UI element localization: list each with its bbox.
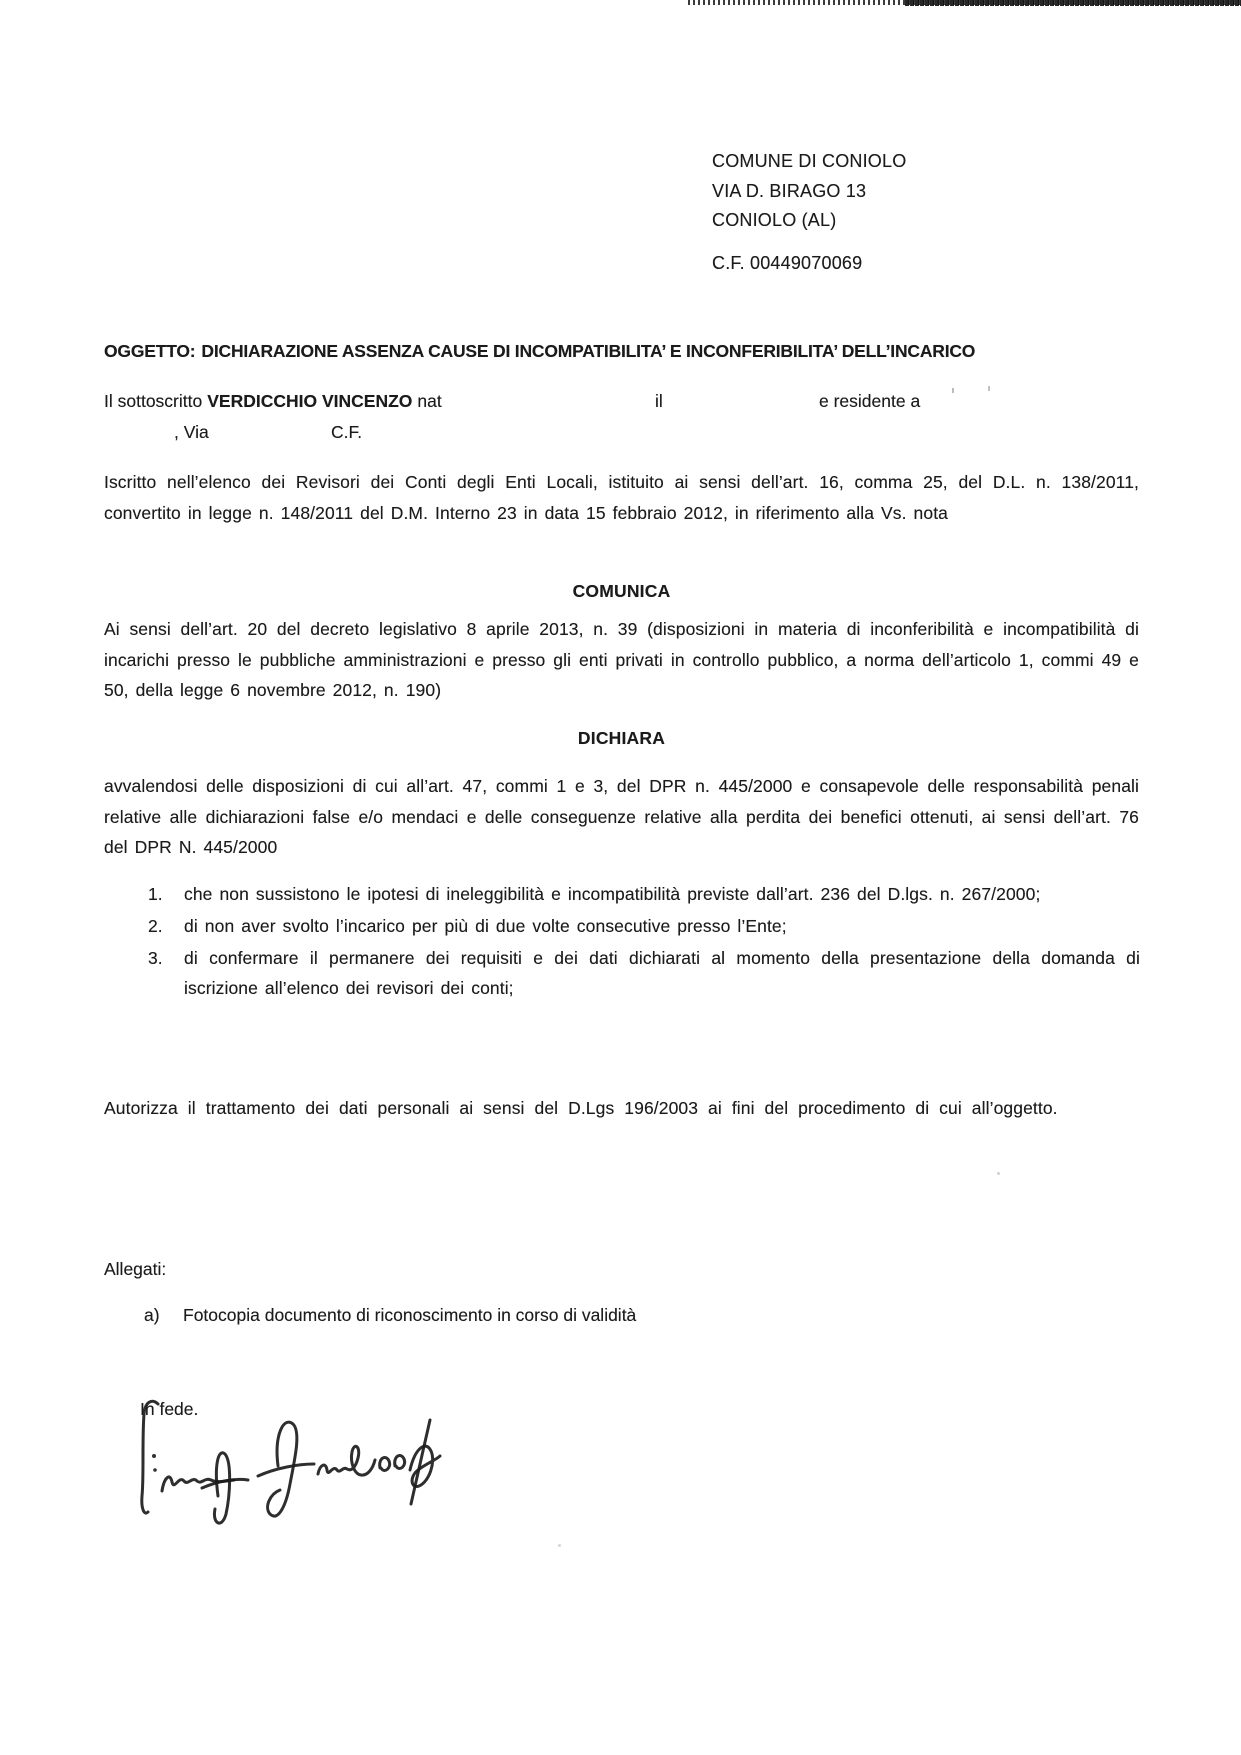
subject-label: OGGETTO: (104, 341, 196, 361)
declarant-intro-line (104, 386, 1139, 416)
attachment-text: Fotocopia documento di riconoscimento in corso di validità (183, 1305, 637, 1325)
item-text: che non sussistono le ipotesi di ineleggibilità e incompatibilità previste dall’art. 236 del D.lgs. n. 267/2000; (184, 884, 1041, 904)
scan-speck (952, 388, 954, 393)
declaration-item-3 (148, 943, 1140, 1003)
declarant-cf-label: C.F. (331, 422, 363, 442)
org-fiscal-code: C.F. 00449070069 (712, 252, 863, 273)
closing-salutation: In fede. (140, 1399, 199, 1419)
org-address-street: VIA D. BIRAGO 13 (712, 180, 867, 201)
declarant-intro-line2 (104, 417, 1139, 447)
dichiara-paragraph: avvalendosi delle disposizioni di cui all’art. 47, commi 1 e 3, del DPR n. 445/2000 e consapevole delle responsabilità penali relative alle dichiarazioni false e/o mendaci e delle conseguenze relative alla perdita dei benefici ottenuti, ai sensi dell’art. 76 del DPR N. 445/2000 (104, 776, 1139, 857)
declarant-name: VERDICCHIO VINCENZO (207, 391, 413, 411)
org-address-city: CONIOLO (AL) (712, 210, 837, 230)
attachment-item (144, 1305, 1134, 1326)
item-text: di confermare il permanere dei requisiti e dei dati dichiarati al momento della presentazione della domanda di iscrizione all’elenco dei revisori dei conti; (184, 948, 1140, 998)
org-name: COMUNE DI CONIOLO (712, 151, 907, 171)
declarant-born-label: nat (417, 391, 442, 411)
comunica-heading: COMUNICA (572, 581, 671, 601)
declarant-residence-label: e residente a (819, 391, 921, 411)
subject-line (104, 341, 975, 362)
scan-speck (988, 386, 990, 391)
item-number: 1. (148, 884, 163, 904)
dichiara-heading: DICHIARA (577, 728, 666, 748)
item-text: di non aver svolto l’incarico per più di due volte consecutive presso l’Ente; (184, 916, 787, 936)
declarant-date-label: il (655, 391, 663, 411)
comunica-paragraph: Ai sensi dell’art. 20 del decreto legislativo 8 aprile 2013, n. 39 (disposizioni in materia di inconferibilità e incompatibilità di incarichi presso le pubbliche amministrazioni e presso gli enti privati in controllo pubblico, a norma dell’articolo 1, commi 49 e 50, della legge 6 novembre 2012, n. 190) (104, 619, 1139, 700)
declarant-street-label: , Via (174, 422, 209, 442)
letterhead (712, 147, 906, 278)
declarant-prefix: Il sottoscritto (104, 391, 203, 411)
enrollment-paragraph: Iscritto nell’elenco dei Revisori dei Conti degli Enti Locali, istituito ai sensi dell’art. 16, comma 25, del D.L. n. 138/2011, convertito in legge n. 148/2011 del D.M. Interno 23 in data 15 febbraio 2012, in riferimento alla Vs. nota (104, 472, 1139, 523)
scan-speck (558, 1544, 561, 1547)
declaration-item-2 (148, 911, 1140, 941)
item-number: 2. (148, 916, 163, 936)
subject-text: DICHIARAZIONE ASSENZA CAUSE DI INCOMPATIBILITA’ E INCONFERIBILITA’ DELL’INCARICO (201, 341, 976, 361)
scan-artifact-dark-line (905, 0, 1241, 6)
declaration-item-1 (148, 879, 1140, 909)
item-number: 3. (148, 948, 163, 968)
attachment-marker: a) (144, 1305, 160, 1325)
declaration-list (148, 879, 1140, 1005)
authorization-paragraph: Autorizza il trattamento dei dati personali ai sensi del D.Lgs 196/2003 ai fini del procedimento di cui all’oggetto. (104, 1098, 1058, 1118)
handwritten-signature (118, 1396, 448, 1536)
scan-speck (997, 1172, 1000, 1175)
attachments-heading: Allegati: (104, 1259, 167, 1279)
